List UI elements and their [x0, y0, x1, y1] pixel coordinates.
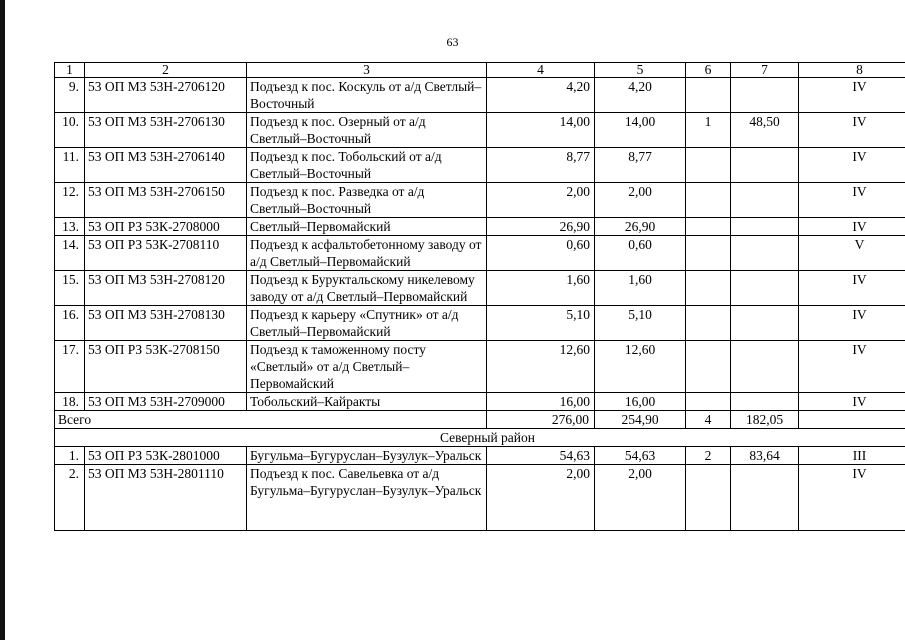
row-name: Подъезд к Буруктальскому никелевому заводу от а/д Светлый–Первомайский — [247, 271, 487, 306]
header-cell: 3 — [247, 63, 487, 78]
row-name: Подъезд к пос. Савельевка от а/д Бугульма–Бугуруслан–Бузулук–Уральск — [247, 465, 487, 531]
header-cell: 1 — [55, 63, 85, 78]
total-c5: 254,90 — [595, 411, 686, 429]
row-number: 18. — [55, 393, 85, 411]
row-length-hard: 8,77 — [595, 148, 686, 183]
row-bridge-length: 83,64 — [731, 447, 799, 465]
row-number: 16. — [55, 306, 85, 341]
row-number: 14. — [55, 236, 85, 271]
row-bridge-count: 1 — [686, 113, 731, 148]
row-bridge-length — [731, 271, 799, 306]
header-cell: 8 — [799, 63, 905, 78]
table-row — [55, 465, 905, 531]
row-bridge-count — [686, 393, 731, 411]
row-length-total: 2,00 — [487, 183, 595, 218]
row-number: 15. — [55, 271, 85, 306]
row-number: 13. — [55, 218, 85, 236]
row-category: IV — [799, 341, 905, 393]
row-name: Подъезд к пос. Озерный от а/д Светлый–Восточный — [247, 113, 487, 148]
row-category: IV — [799, 306, 905, 341]
row-number: 9. — [55, 78, 85, 113]
row-code: 53 ОП РЗ 53К-2708000 — [85, 218, 247, 236]
row-bridge-count — [686, 341, 731, 393]
section-row — [55, 429, 905, 447]
row-length-total: 54,63 — [487, 447, 595, 465]
row-length-hard: 1,60 — [595, 271, 686, 306]
row-length-total: 1,60 — [487, 271, 595, 306]
row-name: Подъезд к пос. Разведка от а/д Светлый–Восточный — [247, 183, 487, 218]
table-row — [55, 341, 905, 393]
page-number: 63 — [446, 35, 459, 49]
header-cell: 4 — [487, 63, 595, 78]
table-row — [55, 183, 905, 218]
row-bridge-length — [731, 341, 799, 393]
table-row — [55, 218, 905, 236]
table-body — [55, 63, 905, 531]
row-number: 11. — [55, 148, 85, 183]
row-name: Светлый–Первомайский — [247, 218, 487, 236]
table-row — [55, 148, 905, 183]
total-row — [55, 411, 905, 429]
row-name: Подъезд к асфальтобетонному заводу от а/д Светлый–Первомайский — [247, 236, 487, 271]
row-bridge-length — [731, 393, 799, 411]
table-row — [55, 447, 905, 465]
page-edge-bar — [0, 0, 5, 640]
road-table — [54, 62, 905, 531]
table-row — [55, 78, 905, 113]
row-length-hard: 0,60 — [595, 236, 686, 271]
row-length-total: 2,00 — [487, 465, 595, 531]
total-c7: 182,05 — [731, 411, 799, 429]
row-code: 53 ОП МЗ 53Н-2708130 — [85, 306, 247, 341]
row-code: 53 ОП РЗ 53К-2708150 — [85, 341, 247, 393]
row-code: 53 ОП МЗ 53Н-2706150 — [85, 183, 247, 218]
total-c4: 276,00 — [487, 411, 595, 429]
header-cell: 6 — [686, 63, 731, 78]
table-row — [55, 306, 905, 341]
row-length-hard: 2,00 — [595, 183, 686, 218]
row-length-hard: 26,90 — [595, 218, 686, 236]
row-code: 53 ОП МЗ 53Н-2706130 — [85, 113, 247, 148]
table-row — [55, 236, 905, 271]
row-bridge-length: 48,50 — [731, 113, 799, 148]
total-c6: 4 — [686, 411, 731, 429]
row-number: 10. — [55, 113, 85, 148]
row-length-hard: 4,20 — [595, 78, 686, 113]
row-length-total: 0,60 — [487, 236, 595, 271]
row-bridge-count — [686, 218, 731, 236]
row-bridge-length — [731, 148, 799, 183]
row-length-total: 4,20 — [487, 78, 595, 113]
row-code: 53 ОП РЗ 53К-2708110 — [85, 236, 247, 271]
row-length-hard: 12,60 — [595, 341, 686, 393]
row-bridge-count: 2 — [686, 447, 731, 465]
row-name: Бугульма–Бугуруслан–Бузулук–Уральск — [247, 447, 487, 465]
row-category: IV — [799, 393, 905, 411]
header-row — [55, 63, 905, 78]
row-code: 53 ОП МЗ 53Н-2709000 — [85, 393, 247, 411]
row-length-total: 12,60 — [487, 341, 595, 393]
row-name: Подъезд к таможенному посту «Светлый» от а/д Светлый–Первомайский — [247, 341, 487, 393]
row-category: IV — [799, 183, 905, 218]
row-category: IV — [799, 148, 905, 183]
table-row — [55, 271, 905, 306]
row-length-hard: 54,63 — [595, 447, 686, 465]
row-bridge-count — [686, 148, 731, 183]
row-code: 53 ОП МЗ 53Н-2706140 — [85, 148, 247, 183]
row-length-total: 5,10 — [487, 306, 595, 341]
row-category: IV — [799, 78, 905, 113]
table-row — [55, 113, 905, 148]
row-length-total: 14,00 — [487, 113, 595, 148]
row-code: 53 ОП МЗ 53Н-2801110 — [85, 465, 247, 531]
row-bridge-length — [731, 183, 799, 218]
row-code: 53 ОП МЗ 53Н-2708120 — [85, 271, 247, 306]
row-length-total: 26,90 — [487, 218, 595, 236]
row-name: Подъезд к карьеру «Спутник» от а/д Светлый–Первомайский — [247, 306, 487, 341]
header-cell: 2 — [85, 63, 247, 78]
row-code: 53 ОП МЗ 53Н-2706120 — [85, 78, 247, 113]
row-bridge-length — [731, 306, 799, 341]
row-length-total: 8,77 — [487, 148, 595, 183]
row-length-hard: 16,00 — [595, 393, 686, 411]
row-bridge-length — [731, 218, 799, 236]
row-bridge-count — [686, 78, 731, 113]
row-code: 53 ОП РЗ 53К-2801000 — [85, 447, 247, 465]
row-number: 2. — [55, 465, 85, 531]
header-cell: 5 — [595, 63, 686, 78]
table-row — [55, 393, 905, 411]
row-bridge-count — [686, 236, 731, 271]
row-name: Подъезд к пос. Тобольский от а/д Светлый–Восточный — [247, 148, 487, 183]
row-name: Тобольский–Кайракты — [247, 393, 487, 411]
row-name: Подъезд к пос. Коскуль от а/д Светлый–Восточный — [247, 78, 487, 113]
row-bridge-count — [686, 183, 731, 218]
row-length-hard: 5,10 — [595, 306, 686, 341]
row-category: V — [799, 236, 905, 271]
header-cell: 7 — [731, 63, 799, 78]
section-title: Северный район — [55, 429, 905, 447]
row-category: IV — [799, 218, 905, 236]
total-c8 — [799, 411, 905, 429]
row-number: 1. — [55, 447, 85, 465]
row-category: IV — [799, 465, 905, 531]
row-bridge-count — [686, 465, 731, 531]
row-number: 12. — [55, 183, 85, 218]
row-bridge-count — [686, 306, 731, 341]
row-category: III — [799, 447, 905, 465]
row-length-hard: 2,00 — [595, 465, 686, 531]
row-bridge-length — [731, 465, 799, 531]
row-category: IV — [799, 113, 905, 148]
row-bridge-length — [731, 236, 799, 271]
row-category: IV — [799, 271, 905, 306]
row-bridge-length — [731, 78, 799, 113]
row-bridge-count — [686, 271, 731, 306]
row-length-hard: 14,00 — [595, 113, 686, 148]
total-label: Всего — [55, 411, 487, 429]
row-number: 17. — [55, 341, 85, 393]
row-length-total: 16,00 — [487, 393, 595, 411]
